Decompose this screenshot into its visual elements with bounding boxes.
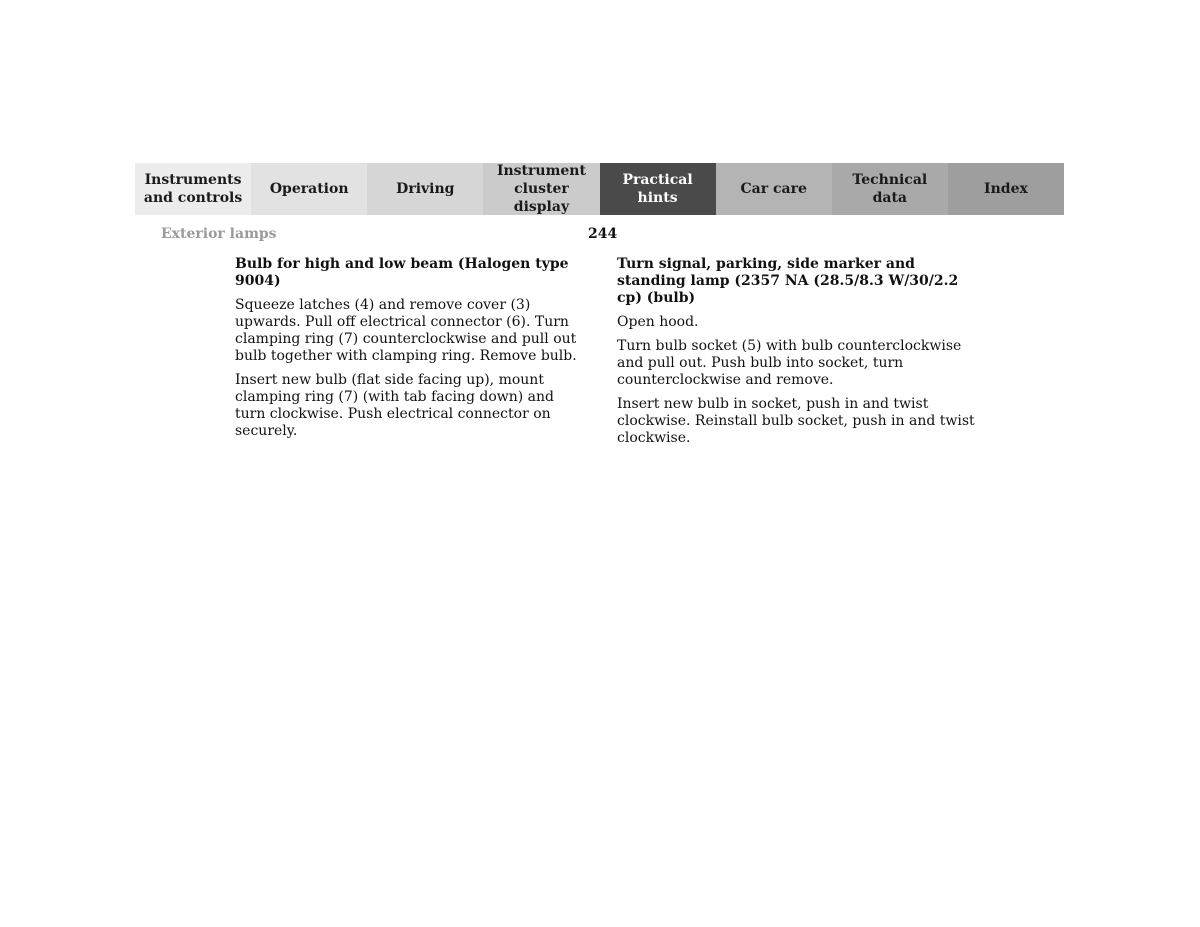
left-column xyxy=(235,256,587,447)
tab-car-care[interactable]: Car care xyxy=(716,163,832,215)
right-column xyxy=(617,256,977,454)
tab-practical-hints[interactable]: Practical hints xyxy=(600,163,716,215)
page-number: 244 xyxy=(588,226,618,242)
section-title: Exterior lamps xyxy=(161,226,277,242)
chapter-tabs xyxy=(135,163,1064,215)
left-paragraph: Insert new bulb (flat side facing up), mount clamping ring (7) (with tab facing down) and turn clockwise. Push electrical connector on securely. xyxy=(235,372,554,439)
right-paragraph: Insert new bulb in socket, push in and twist clockwise. Reinstall bulb socket, push in and twist clockwise. xyxy=(617,396,975,446)
tab-instrument-cluster-display[interactable]: Instrument cluster display xyxy=(483,163,599,215)
right-paragraph: Open hood. xyxy=(617,314,699,330)
left-paragraph: Squeeze latches (4) and remove cover (3) upwards. Pull off electrical connector (6). Turn clamping ring (7) counterclockwise and pull out bulb together with clamping ring. Remove bulb. xyxy=(235,297,577,364)
tab-driving[interactable]: Driving xyxy=(367,163,483,215)
tab-technical-data[interactable]: Technical data xyxy=(832,163,948,215)
tab-operation[interactable]: Operation xyxy=(251,163,367,215)
right-heading: Turn signal, parking, side marker and standing lamp (2357 NA (28.5/8.3 W/30/2.2 cp) (bulb) xyxy=(617,256,959,306)
tab-index[interactable]: Index xyxy=(948,163,1064,215)
tab-instruments-and-controls[interactable]: Instruments and controls xyxy=(135,163,251,215)
left-heading: Bulb for high and low beam (Halogen type 9004) xyxy=(235,256,569,289)
right-paragraph: Turn bulb socket (5) with bulb counterclockwise and pull out. Push bulb into socket, turn counterclockwise and remove. xyxy=(617,338,962,388)
